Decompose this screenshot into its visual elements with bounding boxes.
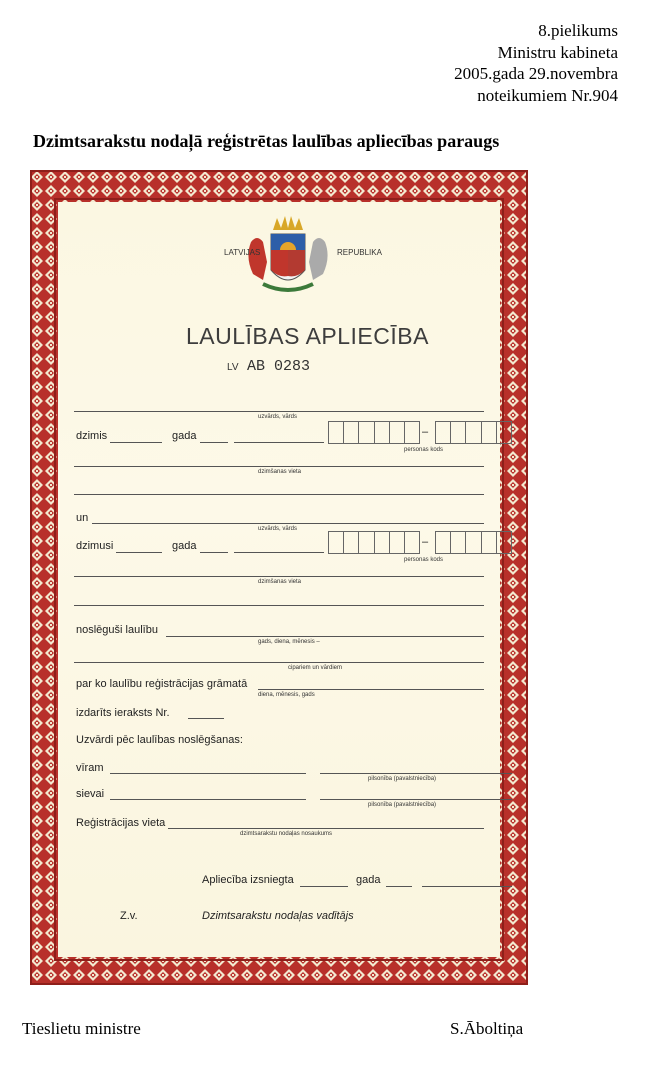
- registration-place-caption: dzimtsarakstu nodaļas nosaukums: [240, 831, 333, 837]
- registration-place-label: Reģistrācijas vieta: [76, 817, 166, 829]
- birthplace-caption-1: dzimšanas vieta: [258, 469, 302, 475]
- registry-line: [258, 689, 484, 690]
- born-label-1: dzimis: [76, 430, 108, 442]
- country-label-right: REPUBLIKA: [337, 248, 382, 257]
- issued-year-line: [386, 886, 412, 887]
- minister-name: S.Āboltiņa: [450, 1019, 524, 1038]
- annex-issuer: Ministru kabineta: [497, 42, 618, 62]
- husband-surname-line: [110, 773, 306, 774]
- code-dash-1: –: [422, 426, 429, 438]
- year-label-2: gada: [172, 540, 197, 552]
- born-day-line-2: [116, 552, 162, 553]
- name-caption-1: uzvārds, vārds: [258, 414, 298, 420]
- married-date-caption: gads, diena, mēnesis –: [258, 639, 320, 645]
- registry-label: par ko laulību reģistrācijas grāmatā: [76, 678, 248, 690]
- born-label-2: dzimusi: [76, 540, 114, 552]
- certificate-paper: [58, 202, 500, 957]
- husband-citizenship-caption: pilsonība (pavalstniecība): [368, 776, 437, 782]
- born-year-line-2: [200, 552, 228, 553]
- extra-line-2: [74, 605, 484, 606]
- personal-code-boxes-1b: [435, 421, 512, 444]
- seal-label: Z.v.: [120, 910, 138, 922]
- document-title: Dzimtsarakstu nodaļā reģistrētas laulības apliecības paraugs: [33, 131, 500, 151]
- personal-code-boxes-1a: [328, 421, 420, 444]
- born-day-line-1: [110, 442, 162, 443]
- name-line-2: [92, 523, 484, 524]
- annex-date: 2005.gada 29.novembra: [454, 64, 618, 83]
- issued-label: Apliecība izsniegta: [202, 874, 294, 886]
- code-dash-2: –: [422, 536, 429, 548]
- name-caption-2: uzvārds, vārds: [258, 526, 298, 532]
- birthplace-line-1: [74, 466, 484, 467]
- coat-of-arms-image: [233, 212, 343, 307]
- personal-code-boxes-2a: [328, 531, 420, 554]
- personal-code-caption-1: personas kods: [404, 447, 444, 453]
- born-year-line-1: [200, 442, 228, 443]
- annex-reference: [454, 20, 618, 106]
- name-line-1: [74, 411, 484, 412]
- extra-line-1: [74, 494, 484, 495]
- minister-title: Tieslietu ministre: [22, 1019, 141, 1038]
- birthplace-caption-2: dzimšanas vieta: [258, 579, 302, 585]
- annex-number: 8.pielikums: [538, 21, 618, 40]
- serial-prefix: LV: [227, 362, 239, 373]
- personal-code-boxes-2b: [435, 531, 512, 554]
- married-words-caption: cipariem un vārdiem: [288, 665, 343, 671]
- wife-label: sievai: [76, 788, 105, 800]
- married-date-line: [166, 636, 484, 637]
- birthplace-line-2: [74, 576, 484, 577]
- year-label-1: gada: [172, 430, 197, 442]
- annex-regulation: noteikumiem Nr.904: [477, 85, 618, 105]
- husband-label: vīram: [76, 762, 104, 774]
- surnames-label: Uzvārdi pēc laulības noslēgšanas:: [76, 734, 243, 746]
- issued-date-line: [422, 886, 512, 887]
- married-words-line: [74, 662, 484, 663]
- and-label: un: [76, 512, 89, 524]
- country-label-left: LATVIJAS: [224, 248, 261, 257]
- wife-citizenship-line: [320, 799, 512, 800]
- husband-citizenship-line: [320, 773, 512, 774]
- registry-caption: diena, mēnesis, gads: [258, 692, 315, 698]
- wife-surname-line: [110, 799, 306, 800]
- entry-line: [188, 718, 224, 719]
- head-label: Dzimtsarakstu nodaļas vadītājs: [202, 910, 354, 922]
- registration-place-line: [168, 828, 484, 829]
- serial-number: AB 0283: [247, 358, 311, 375]
- entry-label: izdarīts ieraksts Nr.: [76, 707, 170, 719]
- born-date-line-2: [234, 552, 324, 553]
- personal-code-caption-2: personas kods: [404, 557, 444, 563]
- issued-year-label: gada: [356, 874, 381, 886]
- born-date-line-1: [234, 442, 324, 443]
- married-label: noslēguši laulību: [76, 624, 158, 636]
- issued-day-line: [300, 886, 348, 887]
- marriage-certificate-sample: [30, 170, 528, 985]
- wife-citizenship-caption: pilsonība (pavalstniecība): [368, 802, 437, 808]
- certificate-title: LAULĪBAS APLIECĪBA: [186, 323, 429, 349]
